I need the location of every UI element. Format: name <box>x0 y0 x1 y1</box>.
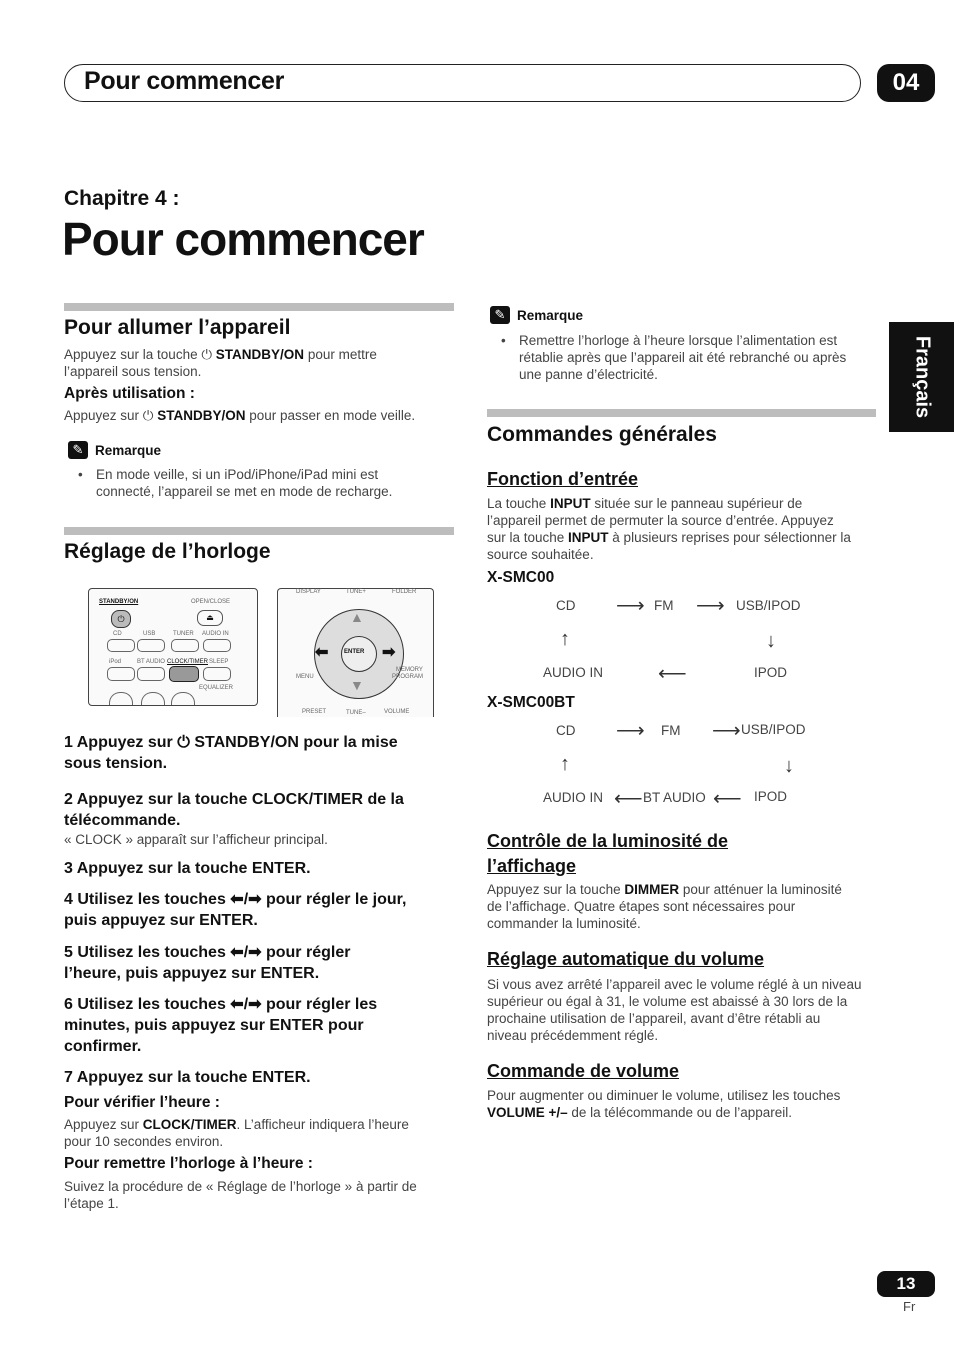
section-heading-clock: Réglage de l’horloge <box>64 540 271 563</box>
model-label: X-SMC00 <box>487 569 555 586</box>
header-title: Pour commencer <box>84 67 285 95</box>
step-2-note: « CLOCK » apparaît sur l’afficheur principal. <box>64 832 328 847</box>
after-use-paragraph: Appuyez sur ⏻ STANDBY/ON pour passer en mode veille. <box>64 408 416 423</box>
left-arrow-icon: ⟵ <box>713 788 742 810</box>
eject-button: ⏏ <box>197 610 223 626</box>
verify-heading: Pour vérifier l’heure : <box>64 1094 220 1111</box>
diagram-node: FM <box>654 598 674 613</box>
step-5: 5 Utilisez les touches ⬅/➡ pour régler l’heure, puis appuyez sur ENTER. <box>64 944 351 982</box>
step-7: 7 Appuyez sur la touche ENTER. <box>64 1069 311 1086</box>
volume-heading: Commande de volume <box>487 1061 680 1081</box>
remote-label: TUNE– <box>346 710 366 716</box>
remote-label: DISPLAY <box>296 589 321 595</box>
section-heading-general: Commandes générales <box>487 423 717 446</box>
remote-illustration-right <box>277 588 434 717</box>
chapter-title: Pour commencer <box>62 213 424 265</box>
remote-label: OPEN/CLOSE <box>191 599 231 605</box>
remote-button-row <box>103 639 245 651</box>
language-tab: Français <box>889 322 954 432</box>
input-heading: Fonction d’entrée <box>487 469 639 489</box>
remote-button <box>137 667 165 681</box>
up-arrow-icon: ▲ <box>350 609 364 625</box>
down-arrow-icon: ▼ <box>350 677 364 693</box>
remote-label: PRESET <box>302 709 327 715</box>
page-number: 13 <box>877 1271 935 1297</box>
note-text: En mode veille, si un iPod/iPhone/iPad mini est connecté, l’appareil se met en mode de recharge. <box>96 467 393 499</box>
remote-label: EQUALIZER <box>199 685 234 691</box>
diagram-node: IPOD <box>754 789 788 804</box>
remote-label: PROGRAM <box>392 674 424 680</box>
model-label: X-SMC00BT <box>487 694 575 711</box>
left-arrow-icon: ⟵ <box>658 663 687 685</box>
diagram-node: USB/IPOD <box>741 722 806 737</box>
diagram-node: IPOD <box>754 665 788 680</box>
section-divider <box>64 527 454 535</box>
left-arrow-icon: ⟵ <box>614 788 643 810</box>
down-arrow-icon: ↓ <box>784 755 794 777</box>
autovolume-paragraph: Si vous avez arrêté l’appareil avec le volume réglé à un niveau supérieur ou égal à 31, le volume est abaissé à 30 lors de la prochaine utilisation de l’appareil, avant d’être rétabli au niveau précédemment réglé. <box>487 977 862 1043</box>
reset-paragraph: Suivez la procédure de « Réglage de l’horloge » à partir de l’étape 1. <box>64 1179 417 1211</box>
volume-paragraph: Pour augmenter ou diminuer le volume, utilisez les touches VOLUME +/– de la télécommande ou de l’appareil. <box>487 1088 841 1120</box>
power-icon: ⏻ <box>201 347 213 362</box>
note-bullet: • <box>501 333 506 348</box>
note-text: Remettre l’horloge à l’heure lorsque l’alimentation est rétablie après que l’appareil ait été rebranché ou après une panne d’électricité. <box>519 333 847 382</box>
standby-button: ⏻ <box>111 610 131 628</box>
remote-label: MENU <box>296 674 314 680</box>
remote-label: CLOCK/TIMER <box>167 659 209 665</box>
note-bullet: • <box>78 467 83 482</box>
remote-label: TUNE+ <box>346 589 366 595</box>
remote-button <box>107 667 135 681</box>
input-paragraph: La touche INPUT située sur le panneau supérieur de l’appareil permet de permuter la source d’entrée. Appuyez sur la touche INPUT à plusieurs reprises pour sélectionner la source souhaitée. <box>487 496 851 562</box>
remote-label: STANDBY/ON <box>99 599 139 605</box>
remote-label: BT AUDIO <box>137 659 165 665</box>
right-arrow-icon: ⟶ <box>616 720 645 742</box>
up-arrow-icon: ↑ <box>560 628 570 650</box>
remote-label: SLEEP <box>209 659 229 665</box>
right-arrow-icon: ➡ <box>382 644 396 661</box>
remote-button <box>141 692 165 705</box>
chapter-number-badge: 04 <box>877 64 935 102</box>
dimmer-heading: Contrôle de la luminosité de l’affichage <box>487 831 729 876</box>
clock-timer-button <box>169 666 199 682</box>
left-arrow-icon: ⬅ <box>315 644 329 661</box>
diagram-node: CD <box>556 598 576 613</box>
step-2: 2 Appuyez sur la touche CLOCK/TIMER de la télécommande. <box>64 791 404 829</box>
remote-label: USB <box>143 631 156 637</box>
power-icon: ⏻ <box>177 734 190 751</box>
diagram-node: FM <box>661 723 681 738</box>
diagram-node: BT AUDIO <box>643 790 706 805</box>
verify-paragraph: Appuyez sur CLOCK/TIMER. L’afficheur indiquera l’heure pour 10 secondes environ. <box>64 1117 409 1149</box>
power-icon: ⏻ <box>142 408 154 423</box>
section-divider <box>487 409 876 417</box>
right-arrow-icon: ⟶ <box>712 720 741 742</box>
down-arrow-icon: ↓ <box>766 630 776 652</box>
remote-label: VOLUME <box>384 709 410 715</box>
after-use-heading: Après utilisation : <box>64 385 195 402</box>
remote-label: TUNER <box>173 631 194 637</box>
step-3: 3 Appuyez sur la touche ENTER. <box>64 860 311 877</box>
right-arrow-icon: ⟶ <box>616 595 645 617</box>
diagram-node: AUDIO IN <box>543 665 604 680</box>
remote-label: CD <box>113 631 122 637</box>
section-heading-power: Pour allumer l’appareil <box>64 316 291 339</box>
remote-label: ENTER <box>344 649 365 655</box>
step-6: 6 Utilisez les touches ⬅/➡ pour régler les minutes, puis appuyez sur ENTER pour confirmer. <box>64 996 378 1055</box>
up-arrow-icon: ↑ <box>560 753 570 775</box>
power-paragraph: Appuyez sur la touche ⏻ STANDBY/ON pour mettre l’appareil sous tension. <box>64 347 377 379</box>
remote-button <box>171 692 195 705</box>
remote-illustration-left <box>88 588 258 706</box>
page-language: Fr <box>903 1299 916 1314</box>
note-icon: ✎ <box>490 306 510 324</box>
chapter-label: Chapitre 4 : <box>64 187 180 210</box>
autovolume-heading: Réglage automatique du volume <box>487 949 765 969</box>
remote-label: AUDIO IN <box>202 631 229 637</box>
step-4: 4 Utilisez les touches ⬅/➡ pour régler le jour, puis appuyez sur ENTER. <box>64 891 407 929</box>
step-1: 1 Appuyez sur ⏻ STANDBY/ON pour la mise sous tension. <box>64 734 398 772</box>
note-label: Remarque <box>95 443 162 458</box>
dimmer-paragraph: Appuyez sur la touche DIMMER pour atténuer la luminosité de l’affichage. Quatre étapes sont nécessaires pour commander la luminosité. <box>487 882 842 931</box>
diagram-node: USB/IPOD <box>736 598 801 613</box>
reset-heading: Pour remettre l’horloge à l’heure : <box>64 1155 313 1172</box>
remote-label: MEMORY <box>396 667 423 673</box>
remote-label: FOLDER <box>392 589 417 595</box>
section-divider <box>64 303 454 311</box>
diagram-node: AUDIO IN <box>543 790 604 805</box>
remote-button <box>203 667 231 681</box>
right-arrow-icon: ⟶ <box>696 595 725 617</box>
remote-label: iPod <box>109 659 122 665</box>
diagram-node: CD <box>556 723 576 738</box>
note-label: Remarque <box>517 308 584 323</box>
remote-button <box>109 692 133 705</box>
note-icon: ✎ <box>68 441 88 459</box>
